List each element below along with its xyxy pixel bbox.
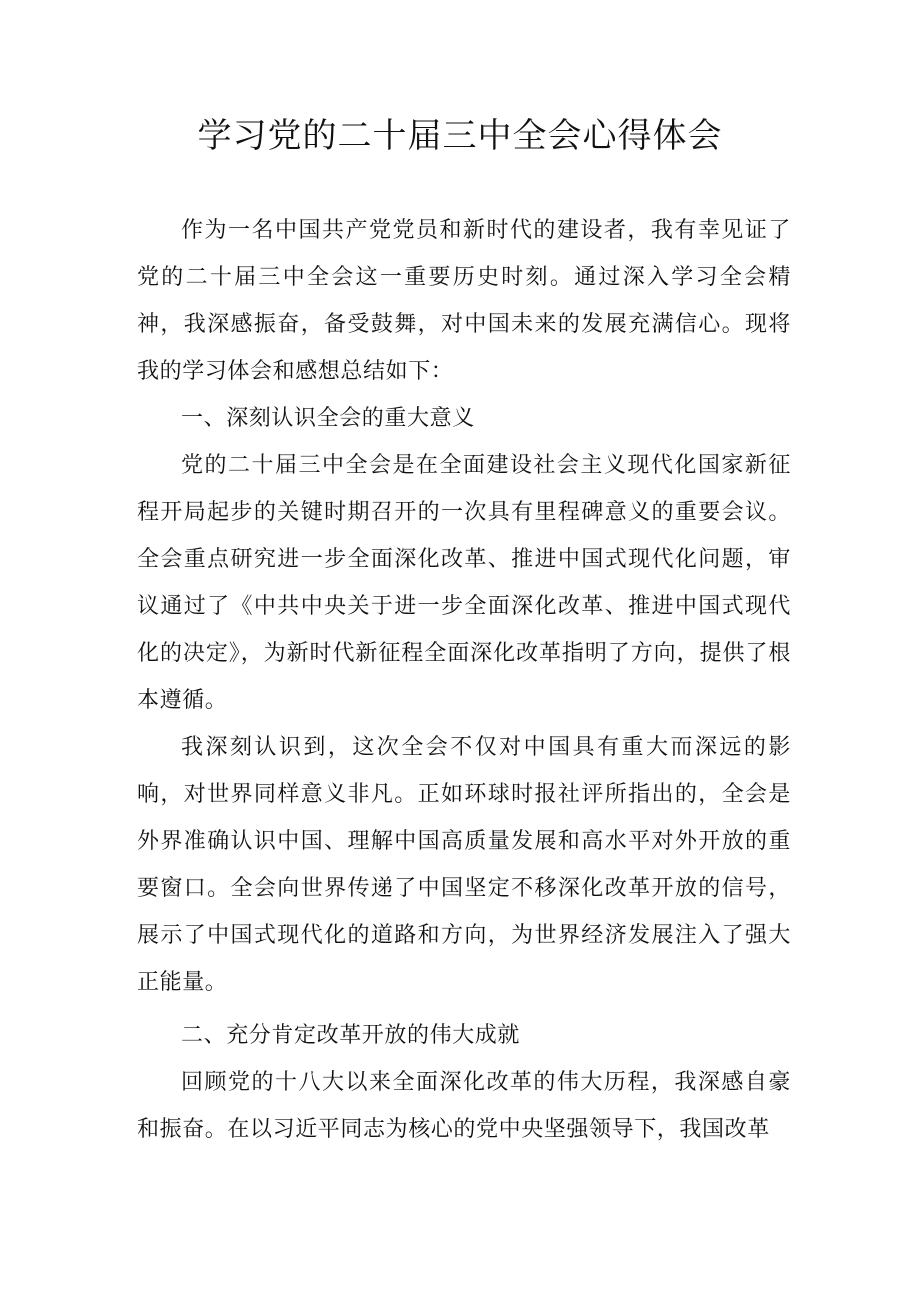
document-body bbox=[137, 207, 791, 1153]
section-heading-2: 二、充分肯定改革开放的伟大成就 bbox=[181, 1023, 521, 1048]
section1-paragraph-2: 我深刻认识到，这次全会不仅对中国具有重大而深远的影响，对世界同样意义非凡。正如环球时报社评所指出的，全会是外界准确认识中国、理解中国高质量发展和高水平对外开放的重要窗口。全会向世界传递了中国坚定不移深化改革开放的信号，展示了中国式现代化的道路和方向，为世界经济发展注入了强大正能量。 bbox=[137, 735, 791, 995]
intro-paragraph: 作为一名中国共产党党员和新时代的建设者，我有幸见证了党的二十届三中全会这一重要历史时刻。通过深入学习全会精神，我深感振奋，备受鼓舞，对中国未来的发展充满信心。现将我的学习体会和感想总结如下： bbox=[137, 218, 791, 384]
section1-paragraph-1: 党的二十届三中全会是在全面建设社会主义现代化国家新征程开局起步的关键时期召开的一次具有里程碑意义的重要会议。全会重点研究进一步全面深化改革、推进中国式现代化问题，审议通过了《中共中央关于进一步全面深化改革、推进中国式现代化的决定》，为新时代新征程全面深化改革指明了方向，提供了根本遵循。 bbox=[137, 453, 791, 713]
section2-paragraph-1: 回顾党的十八大以来全面深化改革的伟大历程，我深感自豪和振奋。在以习近平同志为核心的党中央坚强领导下，我国改革 bbox=[137, 1070, 791, 1142]
document-title: 学习党的二十届三中全会心得体会 bbox=[197, 116, 723, 156]
section-heading-1: 一、深刻认识全会的重大意义 bbox=[181, 406, 475, 431]
